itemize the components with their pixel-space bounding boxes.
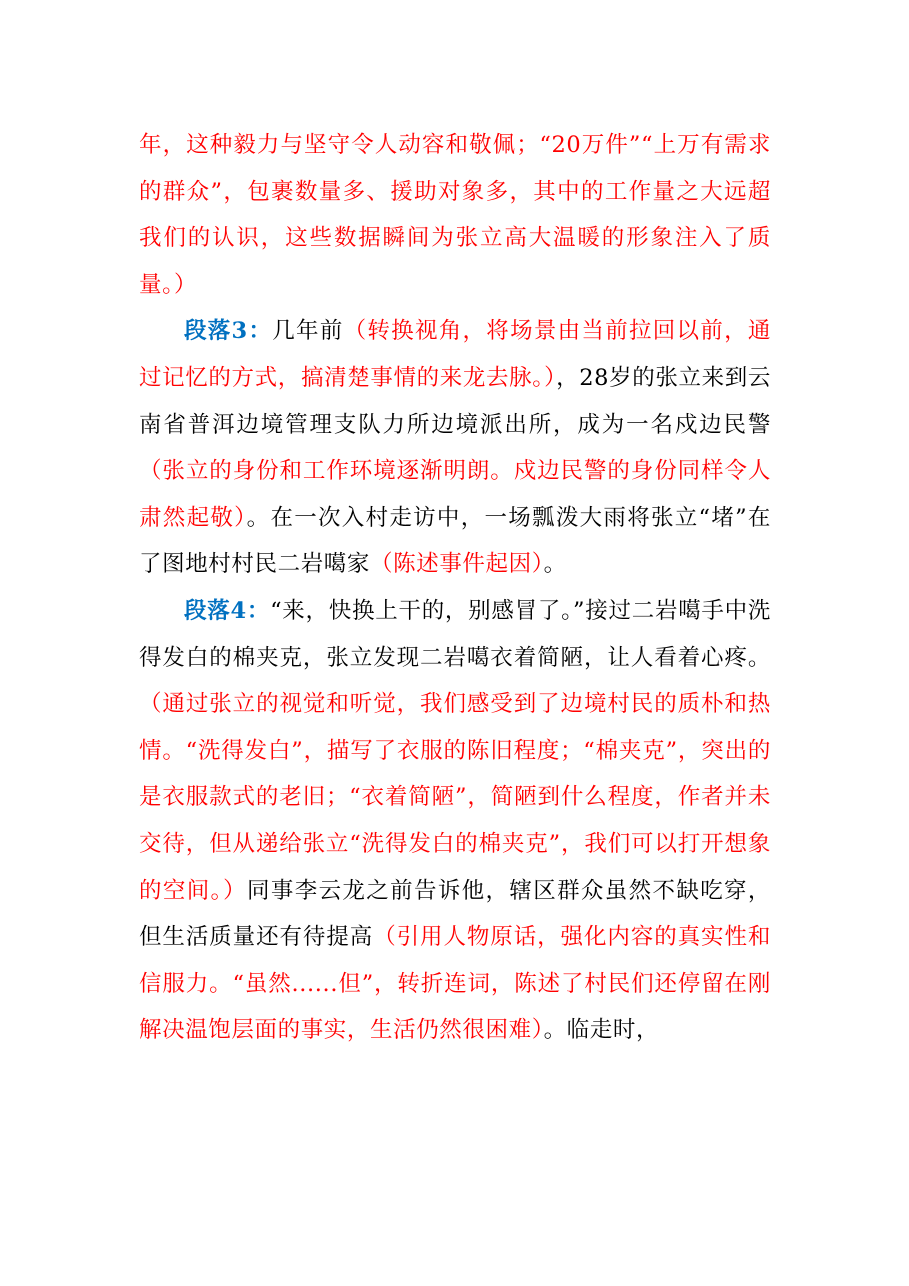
annotation-text: （通过张立的视觉和听觉，我们感受到了边境村民的质朴和热情。“洗得发白”，描写了衣服的陈旧程度；“棉夹克”，突出的是衣服款式的老旧；“衣着简陋”，简陋到什么程度，作者并未交待，但从递给张立“洗得发白的棉夹克”，我们可以打开想象的空间。）	[139, 691, 771, 904]
body-text: 同事李云龙之前告诉他，辖区群众虽然不缺吃穿，但生活质量还有待提高	[139, 877, 771, 951]
annotation-text: （张立的身份和工作环境逐渐明朗。戍边民警的身份同样令人肃然起敬）	[139, 458, 771, 531]
annotation-text: 年，这种毅力与坚守令人动容和敬佩；“20万件”“上万有需求的群众”，包裹数量多、援助对象多，其中的工作量之大远超我们的认识，这些数据瞬间为张立高大温暖的形象注入了质量。）	[139, 132, 771, 298]
paragraph-3	[139, 308, 771, 588]
body-text: “来，快换上干的，别感冒了。”接过二岩噶手中洗得发白的棉夹克，张立发现二岩噶衣着简陋，让人看着心疼。	[139, 597, 771, 671]
body-text: 几年前	[272, 318, 344, 345]
annotation-text: （陈述事件起因）	[370, 551, 544, 578]
body-text: ，28岁的张立来到云南省普洱边境管理支队力所边境派出所，成为一名戍边民警	[139, 364, 771, 438]
paragraph-continuation	[139, 122, 771, 308]
body-text: 。临走时，	[543, 1017, 660, 1044]
annotation-text: （转换视角，将场景由当前拉回以前，通过记忆的方式，搞清楚事情的来龙去脉。）	[139, 318, 771, 391]
annotation-text: （引用人物原话，强化内容的真实性和信服力。“虽然......但”，转折连词，陈述了村民们还停留在刚解决温饱层面的事实，生活仍然很困难）	[139, 924, 771, 1044]
article-body	[139, 122, 771, 1054]
paragraph-4	[139, 588, 771, 1054]
body-text: 。	[543, 551, 567, 578]
paragraph-label: 段落3：	[184, 318, 273, 345]
body-text: 。在一次入村走访中，一场瓢泼大雨将张立“堵”在了图地村村民二岩噶家	[139, 504, 771, 578]
paragraph-label: 段落4：	[184, 597, 271, 624]
